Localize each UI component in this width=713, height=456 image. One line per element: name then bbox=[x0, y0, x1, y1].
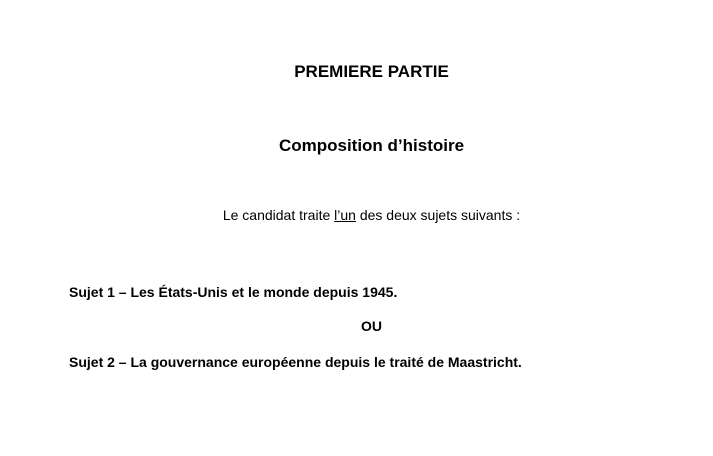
instruction-before: Le candidat traite bbox=[222, 207, 335, 223]
part-title: PREMIERE PARTIE bbox=[294, 62, 449, 81]
instruction-text bbox=[0, 207, 713, 223]
section-title: Composition d’histoire bbox=[278, 136, 465, 155]
subject-2: Sujet 2 – La gouvernance européenne depuis le traité de Maastricht. bbox=[69, 354, 522, 370]
instruction-emphasis: l’un bbox=[334, 207, 356, 223]
instruction-after: des deux sujets suivants : bbox=[355, 207, 521, 223]
or-separator: OU bbox=[361, 318, 382, 334]
subject-1: Sujet 1 – Les États-Unis et le monde depuis 1945. bbox=[69, 284, 398, 300]
